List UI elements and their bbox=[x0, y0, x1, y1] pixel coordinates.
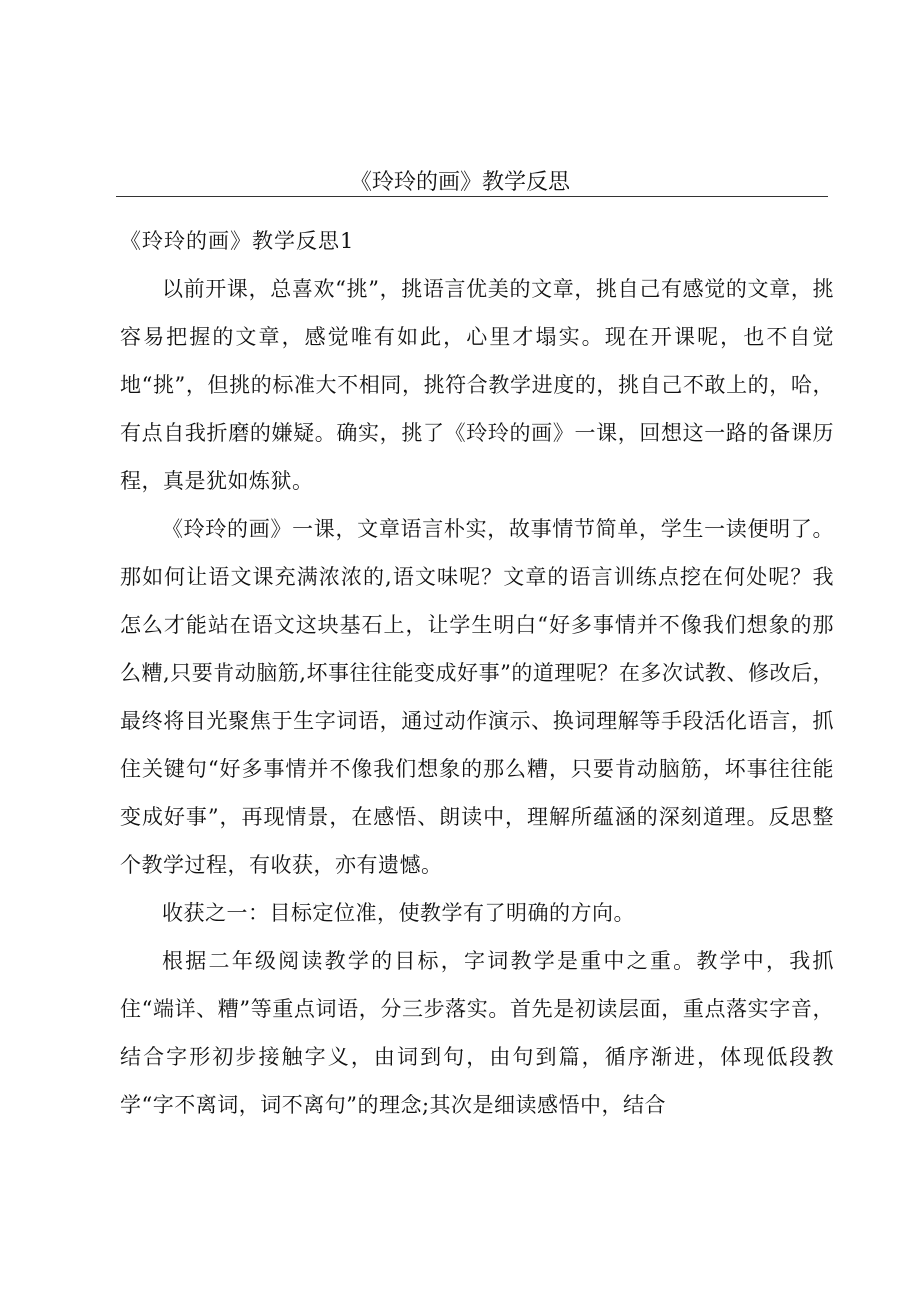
title-divider bbox=[116, 196, 828, 197]
document-body bbox=[120, 265, 834, 1129]
paragraph-2: 《玲玲的画》一课，文章语言朴实，故事情节简单，学生一读便明了。那如何让语文课充满浓浓的,语文味呢？文章的语言训练点挖在何处呢？我怎么才能站在语文这块基石上，让学生明白“好多事情并不像我们想象的那么糟,只要肯动脑筋,坏事往往能变成好事”的道理呢？在多次试教、修改后，最终将目光聚焦于生字词语，通过动作演示、换词理解等手段活化语言，抓住关键句“好多事情并不像我们想象的那么糟，只要肯动脑筋，坏事往往能变成好事”，再现情景，在感悟、朗读中，理解所蕴涵的深刻道理。反思整个教学过程，有收获，亦有遗憾。 bbox=[120, 517, 834, 877]
paragraph-4: 根据二年级阅读教学的目标，字词教学是重中之重。教学中，我抓住“端详、糟”等重点词语，分三步落实。首先是初读层面，重点落实字音，结合字形初步接触字义，由词到句，由句到篇，循序渐进，体现低段教学“字不离词，词不离句”的理念;其次是细读感悟中，结合 bbox=[120, 949, 834, 1117]
document-title: 《玲玲的画》教学反思 bbox=[349, 170, 570, 195]
paragraph-1: 以前开课，总喜欢“挑”，挑语言优美的文章，挑自己有感觉的文章，挑容易把握的文章，感觉唯有如此，心里才塌实。现在开课呢，也不自觉地“挑”，但挑的标准大不相同，挑符合教学进度的，挑自己不敢上的，哈，有点自我折磨的嫌疑。确实，挑了《玲玲的画》一课，回想这一路的备课历程，真是犹如炼狱。 bbox=[120, 277, 834, 493]
paragraph-3: 收获之一：目标定位准，使教学有了明确的方向。 bbox=[162, 901, 635, 925]
section-heading: 《玲玲的画》教学反思1 bbox=[120, 229, 355, 253]
